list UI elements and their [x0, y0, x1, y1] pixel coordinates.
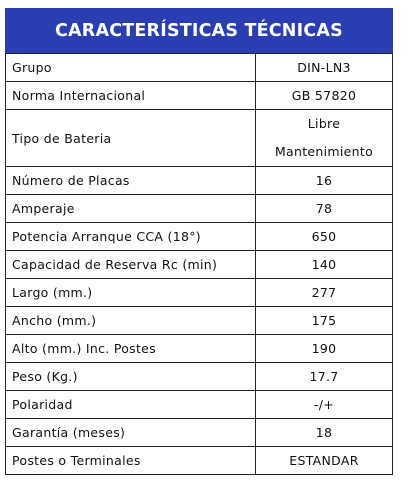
table-row: [6, 54, 393, 82]
spec-value: 17.7: [256, 363, 393, 391]
spec-label: Grupo: [6, 54, 256, 82]
spec-value: 175: [256, 307, 393, 335]
table-row: [6, 391, 393, 419]
spec-label: Potencia Arranque CCA (18°): [6, 223, 256, 251]
spec-label: Postes o Terminales: [6, 447, 256, 475]
table-row: [6, 167, 393, 195]
table-row: [6, 335, 393, 363]
spec-value: DIN-LN3: [256, 54, 393, 82]
spec-value: 18: [256, 419, 393, 447]
spec-value-line: Libre: [307, 116, 341, 131]
table-row: [6, 419, 393, 447]
table-row: [6, 279, 393, 307]
spec-label: Capacidad de Reserva Rc (min): [6, 251, 256, 279]
spec-value: 277: [256, 279, 393, 307]
spec-label: Amperaje: [6, 195, 256, 223]
spec-value: 650: [256, 223, 393, 251]
spec-label: Norma Internacional: [6, 82, 256, 110]
table-row: [6, 195, 393, 223]
table-row: [6, 223, 393, 251]
spec-value: [256, 110, 393, 167]
spec-value: ESTANDAR: [256, 447, 393, 475]
spec-value: 190: [256, 335, 393, 363]
table-row: [6, 110, 393, 167]
spec-label: Número de Placas: [6, 167, 256, 195]
spec-value: GB 57820: [256, 82, 393, 110]
spec-card: [5, 8, 393, 475]
spec-label: Ancho (mm.): [6, 307, 256, 335]
spec-value: 140: [256, 251, 393, 279]
table-row: [6, 363, 393, 391]
spec-label: Tipo de Bateria: [6, 110, 256, 167]
table-row: [6, 447, 393, 475]
spec-title: CARACTERÍSTICAS TÉCNICAS: [5, 8, 393, 53]
table-row: [6, 251, 393, 279]
spec-value: 78: [256, 195, 393, 223]
table-row: [6, 82, 393, 110]
spec-label: Largo (mm.): [6, 279, 256, 307]
spec-label: Polaridad: [6, 391, 256, 419]
spec-label: Alto (mm.) Inc. Postes: [6, 335, 256, 363]
table-row: [6, 307, 393, 335]
spec-value: -/+: [256, 391, 393, 419]
spec-label: Garantía (meses): [6, 419, 256, 447]
spec-table: [5, 53, 393, 475]
spec-value: 16: [256, 167, 393, 195]
spec-value-line: Mantenimiento: [274, 144, 374, 159]
spec-label: Peso (Kg.): [6, 363, 256, 391]
